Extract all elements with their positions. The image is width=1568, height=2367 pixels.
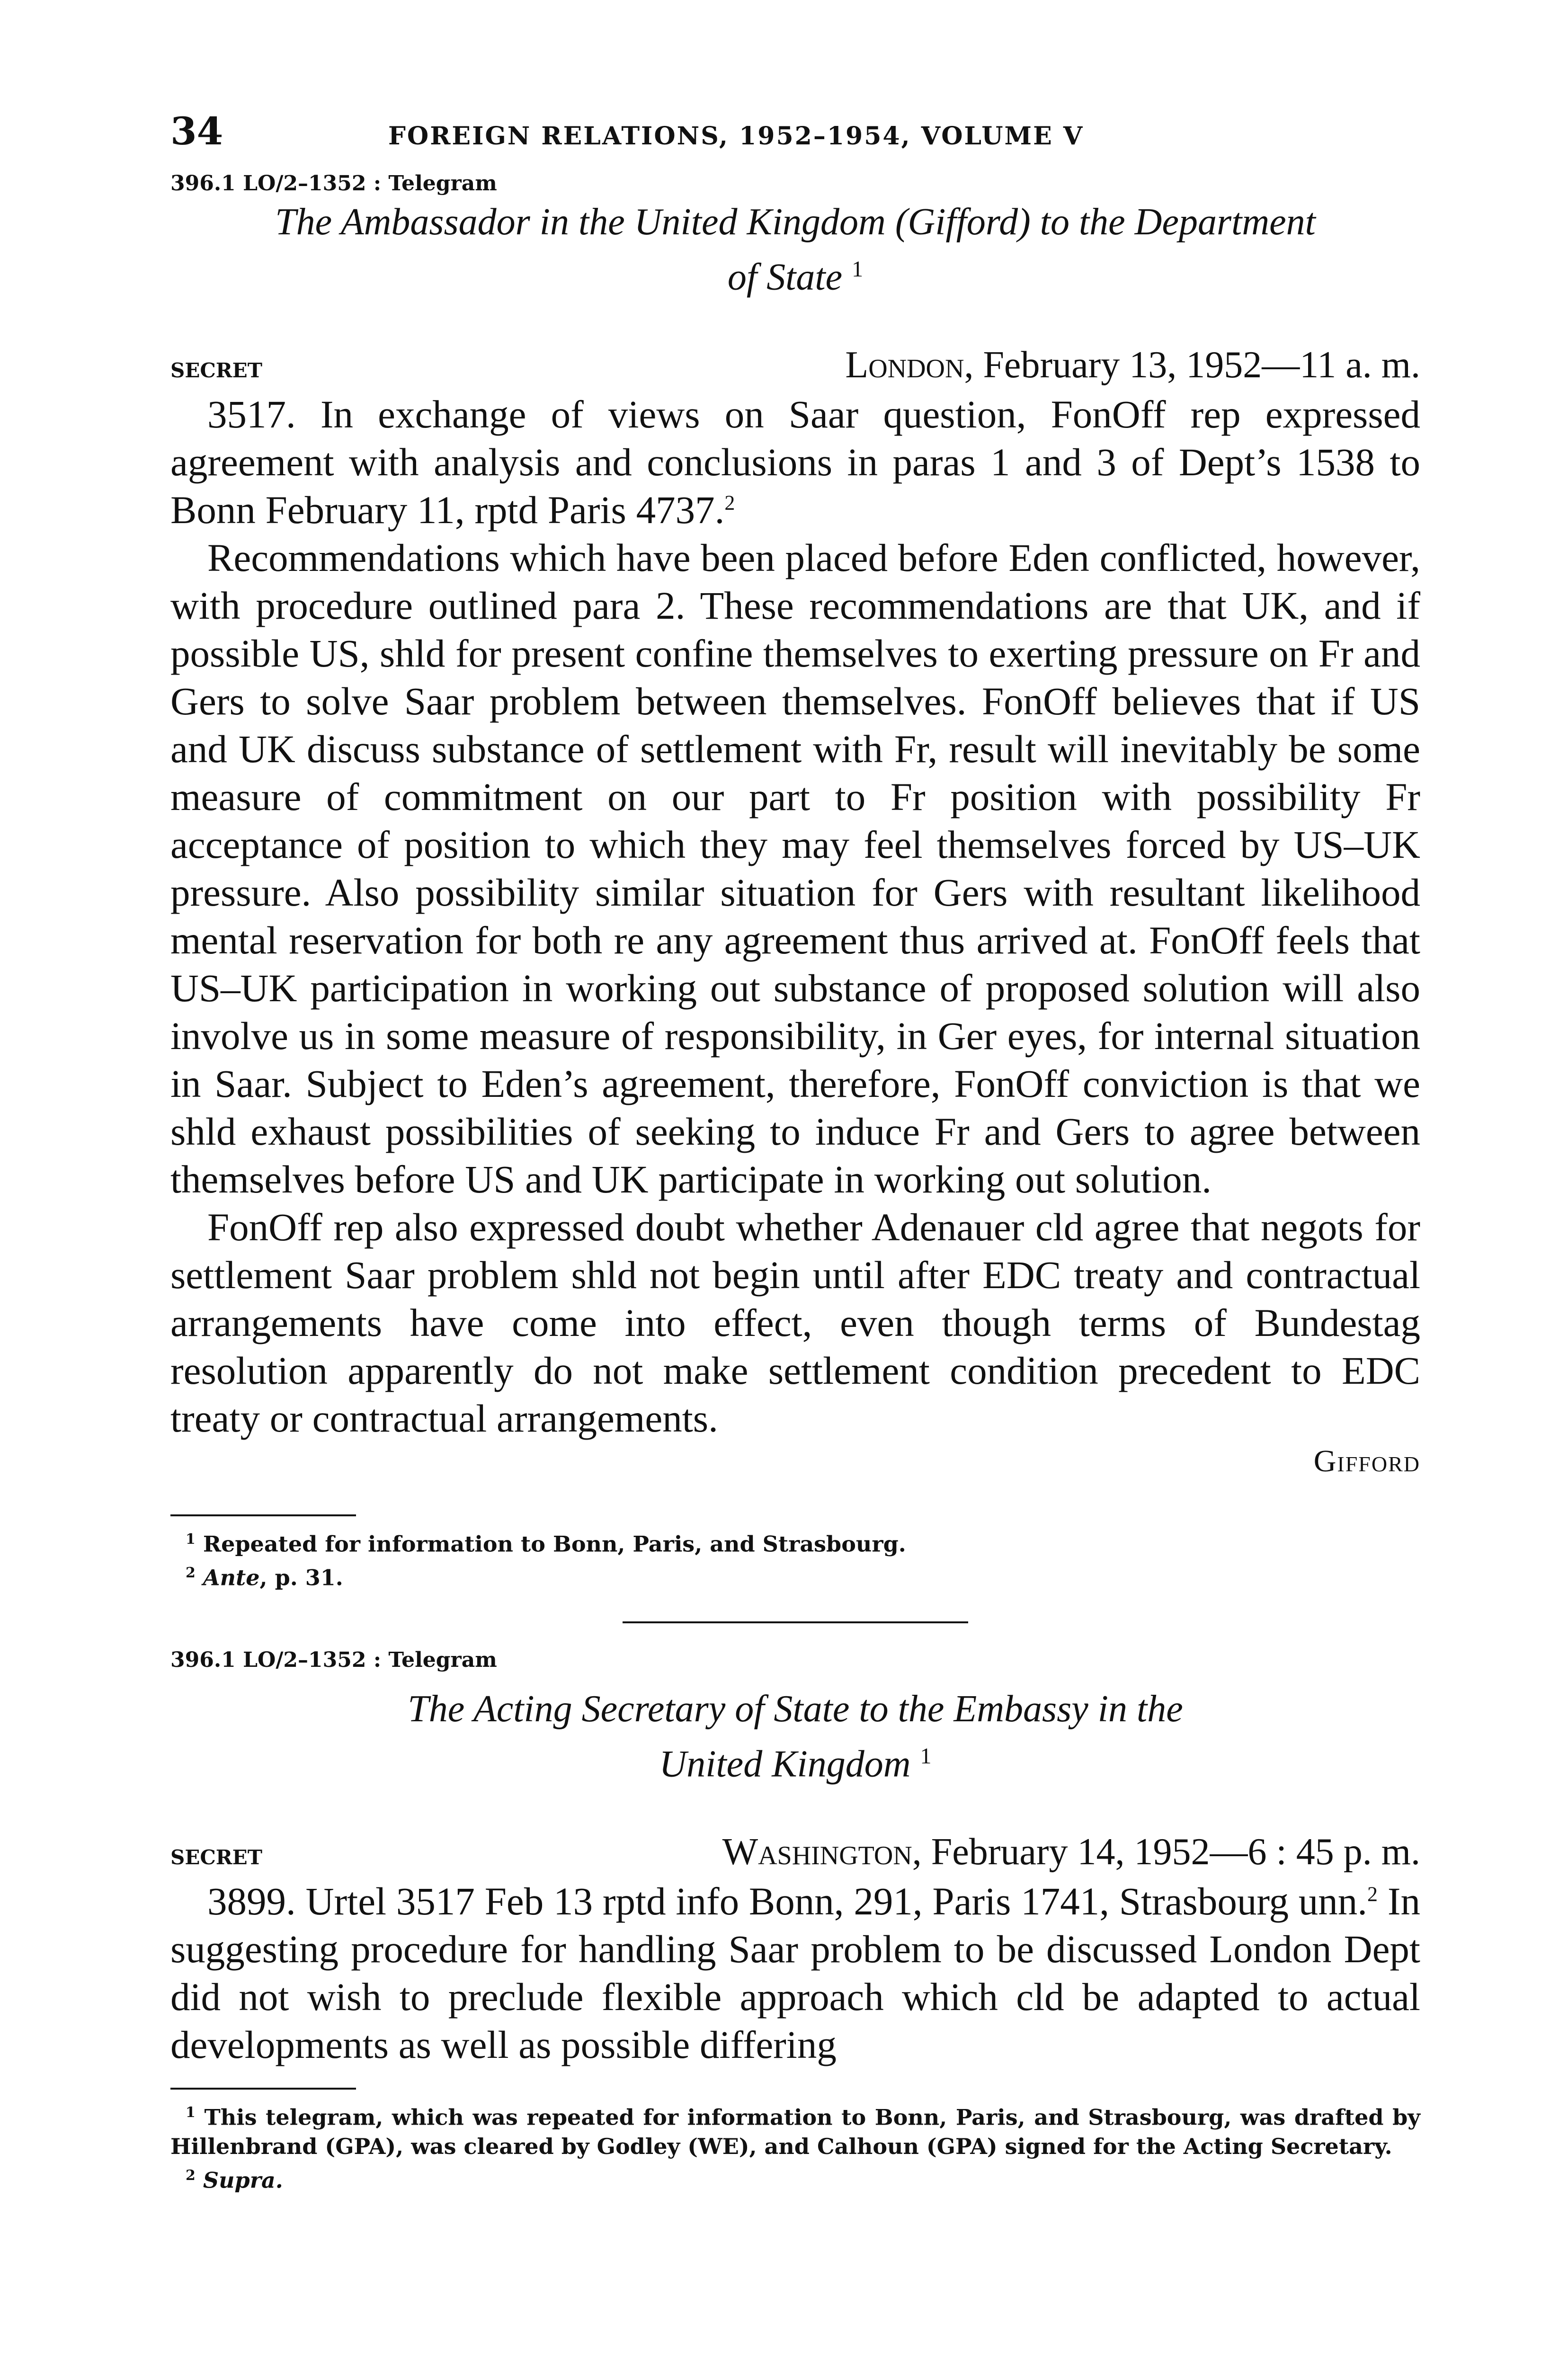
document-title: [170, 1685, 1420, 1788]
dateline: [170, 344, 1420, 387]
paragraph: [170, 1878, 1420, 2069]
running-title: FOREIGN RELATIONS, 1952–1954, VOLUME V: [388, 122, 1084, 151]
footnote-number: 2: [186, 2167, 196, 2184]
footnote-number: 1: [186, 1531, 196, 1548]
title-line-1: The Ambassador in the United Kingdom (Gifford) to the Department: [275, 201, 1316, 243]
footnotes: [170, 2098, 1420, 2195]
title-line-1: The Acting Secretary of State to the Embassy in the: [408, 1688, 1183, 1730]
footnotes: [170, 1525, 1420, 1593]
document-2: [170, 1648, 1420, 2195]
signature: Gifford: [1313, 1443, 1420, 1478]
footnote-text: , p. 31.: [259, 1565, 343, 1591]
footnote-text: This telegram, which was repeated for information to Bonn, Paris, and Strasbourg, was drafted by Hillenbrand (GPA), was cleared by Godley (WE), and Calhoun (GPA) signed for the Acting Secretary.: [170, 2104, 1420, 2160]
document-title: [170, 198, 1420, 301]
footnote-marker: 2: [1367, 1882, 1378, 1906]
classification: SECRET: [170, 358, 262, 382]
date: , February 14, 1952—6 : 45 p. m.: [912, 1831, 1420, 1873]
dateline: [170, 1831, 1420, 1874]
footnote-rule: [170, 1514, 356, 1516]
document-body: [170, 391, 1420, 1442]
paragraph-text: 3899. Urtel 3517 Feb 13 rptd info Bonn, 291, Paris 1741, Strasbourg unn.: [207, 1879, 1368, 1923]
place-date: [845, 344, 1420, 387]
footnote-rule: [170, 2088, 356, 2090]
title-footnote-marker: 1: [852, 257, 864, 282]
place: Washington: [722, 1831, 912, 1873]
title-line-2: [170, 246, 1420, 301]
title-line-2: [170, 1733, 1420, 1788]
paragraph: FonOff rep also expressed doubt whether Adenauer cld agree that negots for settlement Saar problem shld not begin until after EDC treaty and contractual arrangements have come into effect, even though terms of Bundestag resolution apparently do not make settlement condition precedent to EDC treaty or contractual arrangements.: [170, 1205, 1420, 1440]
footnote: [170, 2098, 1420, 2161]
footnote-number: 2: [186, 1564, 196, 1581]
document-body: [170, 1878, 1420, 2069]
page-number: 34: [170, 109, 223, 153]
footnote-italic: Ante: [203, 1565, 260, 1591]
footnote: [170, 1558, 1420, 1592]
document-separator: [623, 1621, 968, 1623]
page-content: [170, 109, 1420, 2195]
title-footnote-marker: 1: [920, 1744, 932, 1769]
paragraph-text: 3517. In exchange of views on Saar question, FonOff rep expressed agreement with analysis and conclusions in paras 1 and 3 of Dept’s 1538 to Bonn February 11, rptd Paris 4737.: [170, 392, 1420, 532]
classification: SECRET: [170, 1845, 262, 1869]
paragraph: [170, 391, 1420, 534]
title-line-2-text: of State: [727, 256, 843, 298]
document-1: [170, 171, 1420, 1592]
footnote: [170, 2161, 1420, 2195]
title-line-2-text: United Kingdom: [659, 1743, 911, 1785]
paragraph: Recommendations which have been placed before Eden conflicted, however, with procedure outlined para 2. These recommendations are that UK, and if possible US, shld for present confine themselves to exerting pressure on Fr and Gers to solve Saar problem between themselves. FonOff believes that if US and UK discuss substance of settlement with Fr, result will inevitably be some measure of commitment on our part to Fr position with possibility Fr acceptance of position to which they may feel themselves forced by US–UK pressure. Also possibility similar situation for Gers with resultant likelihood mental reservation for both re any agreement thus arrived at. FonOff feels that US–UK participation in working out substance of proposed solution will also involve us in some measure of responsibility, in Ger eyes, for internal situation in Saar. Subject to Eden’s agreement, therefore, FonOff conviction is that we shld exhaust possibilities of seeking to induce Fr and Gers to agree between themselves before US and UK participate in working out solution.: [170, 535, 1420, 1201]
file-reference: 396.1 LO/2–1352 : Telegram: [170, 171, 497, 196]
footnote-number: 1: [186, 2104, 196, 2121]
footnote-text: Repeated for information to Bonn, Paris, and Strasbourg.: [203, 1531, 906, 1557]
date: , February 13, 1952—11 a. m.: [964, 344, 1420, 386]
file-reference: 396.1 LO/2–1352 : Telegram: [170, 1648, 497, 1673]
place: London: [845, 344, 964, 386]
place-date: [722, 1831, 1420, 1874]
page-header: [170, 109, 1420, 161]
paragraph-text: In suggesting procedure for handling Saar problem to be discussed London Dept did not wish to preclude flexible approach which cld be adapted to actual developments as well as possible differing: [170, 1879, 1420, 2066]
footnote-marker: 2: [724, 491, 735, 514]
footnote-italic: Supra.: [203, 2167, 283, 2193]
footnote: [170, 1525, 1420, 1558]
